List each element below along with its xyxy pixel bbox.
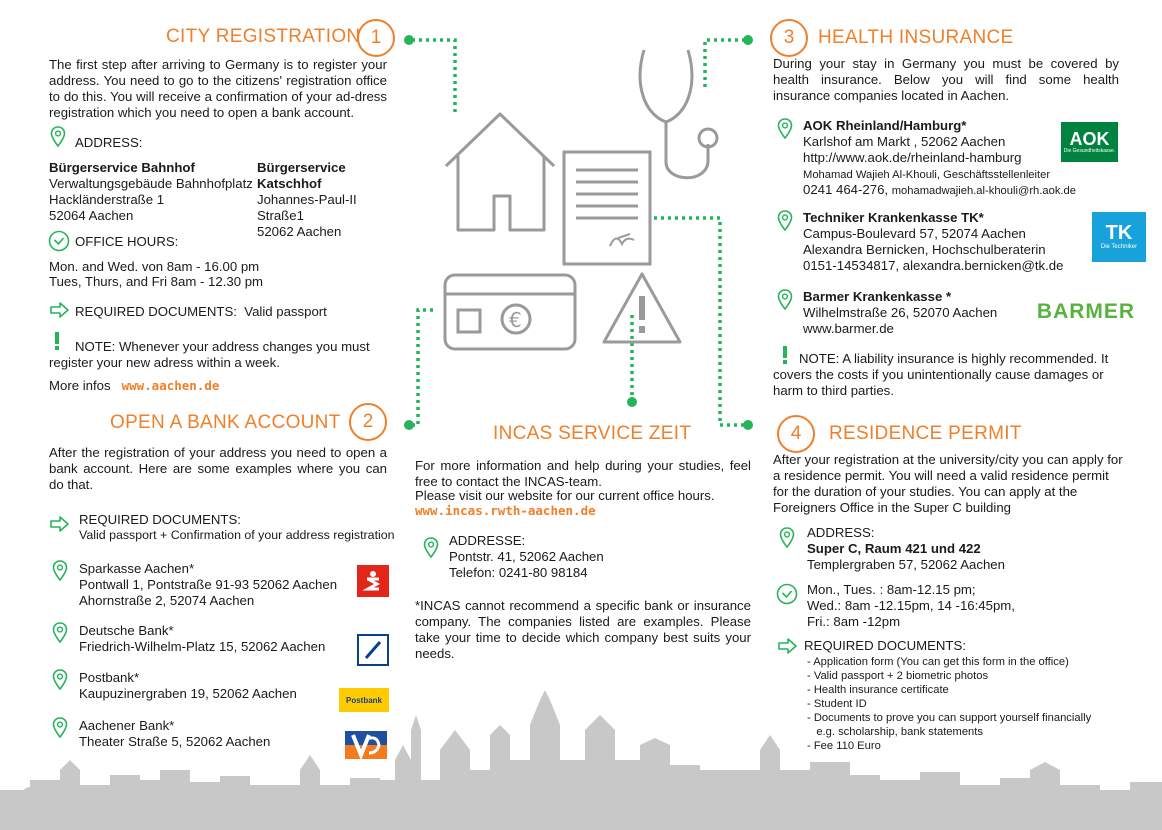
- insurer-aok-phone: 0241 464-276,: [803, 182, 892, 197]
- bank-account-title: OPEN A BANK ACCOUNT: [110, 412, 341, 433]
- bank-deutsche-name: Deutsche Bank*: [79, 623, 174, 638]
- residence-hours: [807, 582, 1015, 630]
- bank-deutsche: [79, 623, 325, 655]
- city-registration-title: CITY REGISTRATION: [166, 26, 361, 47]
- required-docs-label: REQUIRED DOCUMENTS:: [75, 304, 237, 319]
- deutsche-bank-logo: [357, 634, 389, 666]
- aok-logo-text: AOK: [1069, 128, 1110, 149]
- sparkasse-logo: [357, 565, 389, 597]
- list-item: - Valid passport + 2 biometric photos: [807, 670, 989, 682]
- arrow-right-icon: [49, 515, 71, 533]
- office-katschhof-name: Bürgerservice Katschhof: [257, 160, 346, 191]
- clock-icon: [48, 230, 70, 252]
- office-bahnhof-name: Bürgerservice Bahnhof: [49, 160, 195, 175]
- insurer-tk-line3: 0151-14534817, alexandra.bernicken@tk.de: [803, 258, 1064, 273]
- bank-aachener-name: Aachener Bank*: [79, 718, 175, 733]
- bank-deutsche-line1: Friedrich-Wilhelm-Platz 15, 52062 Aachen: [79, 639, 326, 654]
- location-pin-icon: [52, 622, 68, 644]
- insurer-aok-name: AOK Rheinland/Hamburg*: [803, 118, 967, 133]
- insurer-barmer-name: Barmer Krankenkasse *: [803, 289, 952, 304]
- location-pin-icon: [52, 560, 68, 582]
- office-hours-2: Tues, Thurs, and Fri 8am - 12.30 pm: [49, 274, 264, 289]
- office-hours-label: OFFICE HOURS:: [75, 234, 179, 249]
- health-insurance-intro: During your stay in Germany you must be covered by health insurance. Below you will find some health insurance companies located in Aachen.: [773, 56, 1119, 103]
- residence-address-1: Super C, Raum 421 und 422: [807, 541, 981, 556]
- aok-logo-sub: Die Gesundheitskasse.: [1063, 147, 1116, 154]
- tk-logo-sub: Die Techniker: [1100, 244, 1138, 250]
- more-infos: [49, 378, 219, 394]
- insurer-aok-line1: Karlshof am Markt , 52062 Aachen: [803, 134, 1006, 149]
- postbank-logo: Postbank: [339, 688, 389, 712]
- tk-logo: [1092, 212, 1146, 262]
- incas-title: INCAS SERVICE ZEIT: [493, 423, 692, 444]
- insurer-aok-email: mohamadwajieh.al-khouli@rh.aok.de: [891, 185, 1076, 197]
- office-katschhof-line1: Johannes-Paul-II Straße1: [257, 192, 357, 223]
- insurer-tk-name: Techniker Krankenkasse TK*: [803, 210, 984, 225]
- list-item: - Student ID: [807, 698, 867, 710]
- incas-address-1: Pontstr. 41, 52062 Aachen: [449, 549, 604, 564]
- bank-docs-label: REQUIRED DOCUMENTS:: [79, 512, 241, 527]
- city-skyline: [0, 690, 1162, 830]
- step-number-3: 3: [770, 19, 808, 57]
- insurer-aok-line2: http://www.aok.de/rheinland-hamburg: [803, 150, 1022, 165]
- required-docs-value: Valid passport: [244, 304, 327, 319]
- city-registration-intro: The first step after arriving to Germany is to register your address. You need to go to the citizens' registration office to do this. You will receive a confirmation of your ad-dress registration which you need to open a bank account.: [49, 57, 387, 120]
- required-docs-1: [75, 304, 327, 320]
- svg-text:€: €: [509, 308, 522, 332]
- office-katschhof: [257, 160, 407, 240]
- residence-permit-title: RESIDENCE PERMIT: [829, 423, 1022, 444]
- office-katschhof-line2: 52062 Aachen: [257, 224, 342, 239]
- health-insurance-note: NOTE: A liability insurance is highly recommended. It covers the costs if you unintentionally cause damages or harm to third parties.: [773, 351, 1109, 398]
- tk-logo-text: TK: [1105, 222, 1133, 244]
- location-pin-icon: [779, 527, 795, 549]
- location-pin-icon: [777, 210, 793, 232]
- step-number-4: 4: [777, 415, 815, 453]
- list-item: - Fee 110 Euro: [807, 740, 881, 752]
- arrow-right-icon: [777, 637, 799, 655]
- more-infos-label: More infos: [49, 378, 111, 393]
- residence-hours-1: Mon., Tues. : 8am-12.15 pm;: [807, 582, 976, 597]
- location-pin-icon: [777, 289, 793, 311]
- warning-icon: [600, 270, 684, 346]
- office-bahnhof-line3: 52064 Aachen: [49, 208, 134, 223]
- residence-hours-3: Fri.: 8am -12pm: [807, 614, 901, 629]
- list-item: - Health insurance certificate: [807, 684, 949, 696]
- residence-address-2: Templergraben 57, 52062 Aachen: [807, 557, 1005, 572]
- barmer-logo: BARMER: [1036, 300, 1136, 323]
- step-number-2: 2: [349, 403, 387, 441]
- insurer-tk-line1: Campus-Boulevard 57, 52074 Aachen: [803, 226, 1026, 241]
- bank-sparkasse-line1: Pontwall 1, Pontstraße 91-93 52062 Aachen: [79, 577, 338, 592]
- incas-link[interactable]: www.incas.rwth-aachen.de: [415, 503, 596, 518]
- incas-address-label: ADDRESSE:: [449, 533, 526, 548]
- incas-visit: Please visit our website for our current office hours.: [415, 488, 715, 503]
- insurer-tk: [803, 210, 1093, 274]
- address-label: ADDRESS:: [75, 135, 143, 150]
- house-icon: [440, 108, 560, 234]
- city-registration-note: NOTE: Whenever your address changes you must register your new adress within a week.: [49, 339, 370, 370]
- health-insurance-title: HEALTH INSURANCE: [818, 27, 1014, 48]
- bank-sparkasse-name: Sparkasse Aachen*: [79, 561, 195, 576]
- insurer-aok-line3: Mohamad Wajieh Al-Khouli, Geschäftsstellenleiter: [803, 169, 1051, 181]
- office-bahnhof: [49, 160, 254, 224]
- bank-postbank-line1: Kaupuzinergraben 19, 52062 Aachen: [79, 686, 297, 701]
- document-icon: [560, 148, 656, 270]
- insurer-barmer-line2: www.barmer.de: [803, 321, 894, 336]
- incas-disclaimer: *INCAS cannot recommend a specific bank or insurance company. The companies listed are examples. Please take your time to decide which company best suits your needs.: [415, 598, 751, 661]
- bank-postbank-name: Postbank*: [79, 670, 140, 685]
- insurer-tk-line2: Alexandra Bernicken, Hochschulberaterin: [803, 242, 1046, 257]
- incas-address-2: Telefon: 0241-80 98184: [449, 565, 588, 580]
- office-bahnhof-line2: Hackländerstraße 1: [49, 192, 165, 207]
- office-bahnhof-line1: Verwaltungsgebäude Bahnhofplatz: [49, 176, 253, 191]
- aok-logo: [1061, 122, 1118, 162]
- office-hours-1: Mon. and Wed. von 8am - 16.00 pm: [49, 259, 260, 274]
- list-item: e.g. scholarship, bank statements: [807, 726, 983, 738]
- incas-address: [449, 533, 604, 581]
- location-pin-icon: [50, 126, 66, 148]
- location-pin-icon: [423, 537, 439, 559]
- insurer-barmer: [803, 289, 1033, 337]
- residence-address-label: ADDRESS:: [807, 525, 875, 540]
- bank-aachener-line1: Theater Straße 5, 52062 Aachen: [79, 734, 271, 749]
- bank-sparkasse: [79, 561, 337, 609]
- clock-icon: [776, 583, 798, 605]
- residence-address: [807, 525, 1005, 573]
- bank-docs-value: Valid passport + Confirmation of your address registration: [79, 528, 395, 542]
- bank-sparkasse-line2: Ahornstraße 2, 52074 Aachen: [79, 593, 255, 608]
- step-number-1: 1: [357, 19, 395, 57]
- arrow-right-icon: [49, 301, 71, 319]
- aachen-link[interactable]: www.aachen.de: [121, 378, 220, 393]
- list-item: - Documents to prove you can support yourself financially: [807, 712, 1092, 724]
- list-item: - Application form (You can get this form in the office): [807, 656, 1069, 668]
- bank-account-intro: After the registration of your address you need to open a bank account. Here are some examples where you can do that.: [49, 445, 387, 492]
- location-pin-icon: [777, 118, 793, 140]
- incas-intro: For more information and help during your studies, feel free to contact the INCAS-team.: [415, 458, 751, 489]
- insurer-barmer-line1: Wilhelmstraße 26, 52070 Aachen: [803, 305, 998, 320]
- residence-docs-label: REQUIRED DOCUMENTS:: [804, 638, 966, 653]
- residence-permit-intro: After your registration at the university/city you can apply for a residence permit. You will need a valid residence permit for the duration of your studies. You can apply at the Foreigners Office in the Super C building: [773, 452, 1123, 515]
- bank-card-icon: [442, 272, 578, 352]
- location-pin-icon: [52, 669, 68, 691]
- residence-hours-2: Wed.: 8am -12.15pm, 14 -16:45pm,: [807, 598, 1015, 613]
